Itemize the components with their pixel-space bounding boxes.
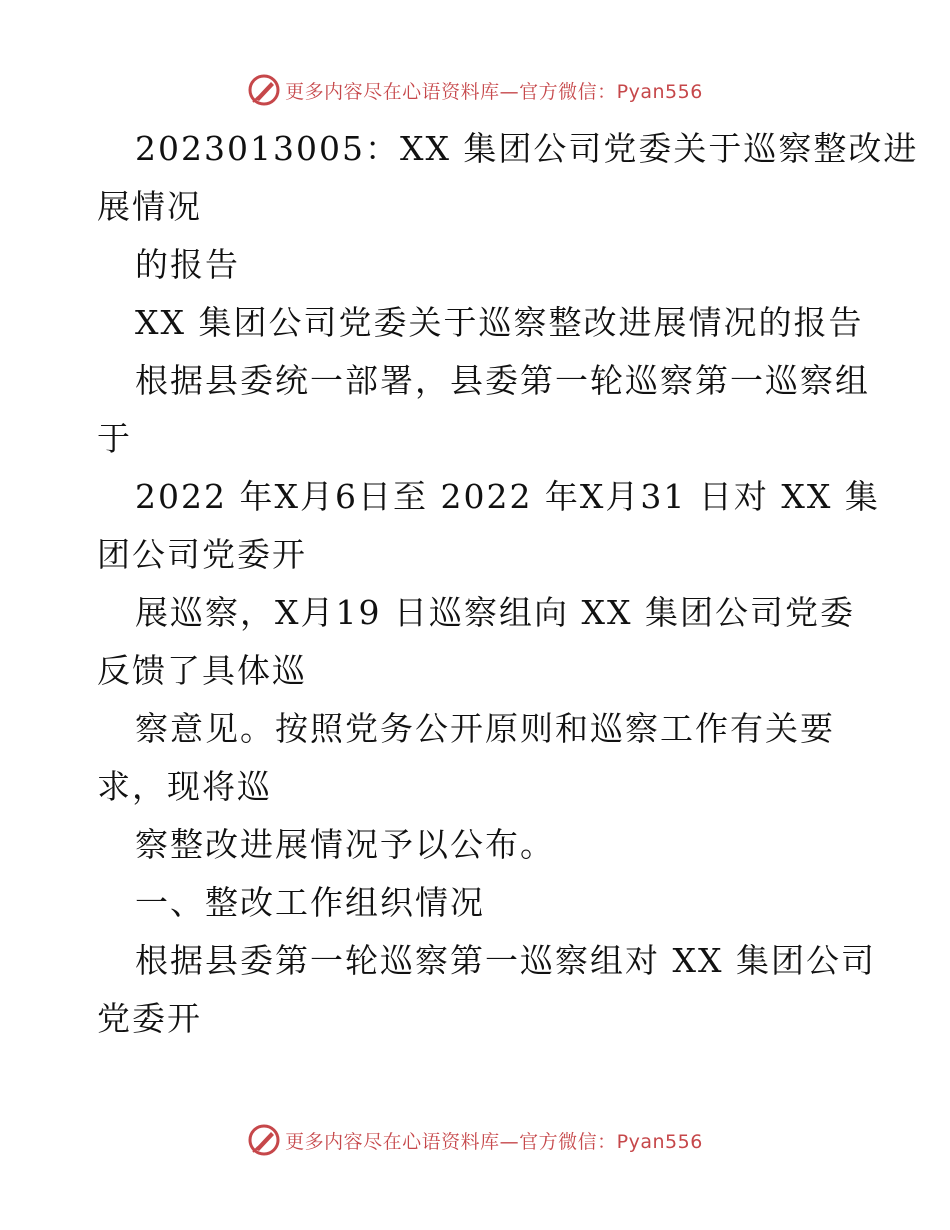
text-line: 一、整改工作组织情况 <box>135 883 485 922</box>
text-line: 的报告 <box>135 245 240 284</box>
banner-text: 更多内容尽在心语资料库—官方微信：Pyan556 <box>285 1130 703 1153</box>
text-line: 察意见。按照党务公开原则和巡察工作有关要 <box>135 709 835 748</box>
text-line: 根据县委第一轮巡察第一巡察组对 XX 集团公司 <box>135 941 876 980</box>
wechat-id: Pyan556 <box>616 80 703 103</box>
footer-banner <box>0 1120 950 1160</box>
text-line: XX 集团公司党委关于巡察整改进展情况的报告 <box>135 303 864 342</box>
banner-text: 更多内容尽在心语资料库—官方微信：Pyan556 <box>285 80 703 103</box>
text-line: 于 <box>97 419 132 458</box>
document-body <box>97 120 919 1048</box>
text-line: 反馈了具体巡 <box>97 651 307 690</box>
text-line: 求，现将巡 <box>97 767 272 806</box>
text-line: 根据县委统一部署，县委第一轮巡察第一巡察组 <box>135 361 870 400</box>
text-line: 察整改进展情况予以公布。 <box>135 825 555 864</box>
text-line: 2023013005：XX 集团公司党委关于巡察整改进 <box>135 129 919 168</box>
text-line: 展情况 <box>97 187 202 226</box>
quill-pen-logo-icon <box>247 73 281 107</box>
text-line: 党委开 <box>97 999 202 1038</box>
header-banner <box>0 70 950 110</box>
wechat-id: Pyan556 <box>616 1130 703 1153</box>
quill-pen-logo-icon <box>247 1123 281 1157</box>
text-line: 团公司党委开 <box>97 535 307 574</box>
text-line: 2022 年X月6日至 2022 年X月31 日对 XX 集 <box>135 477 880 516</box>
text-line: 展巡察，X月19 日巡察组向 XX 集团公司党委 <box>135 593 855 632</box>
